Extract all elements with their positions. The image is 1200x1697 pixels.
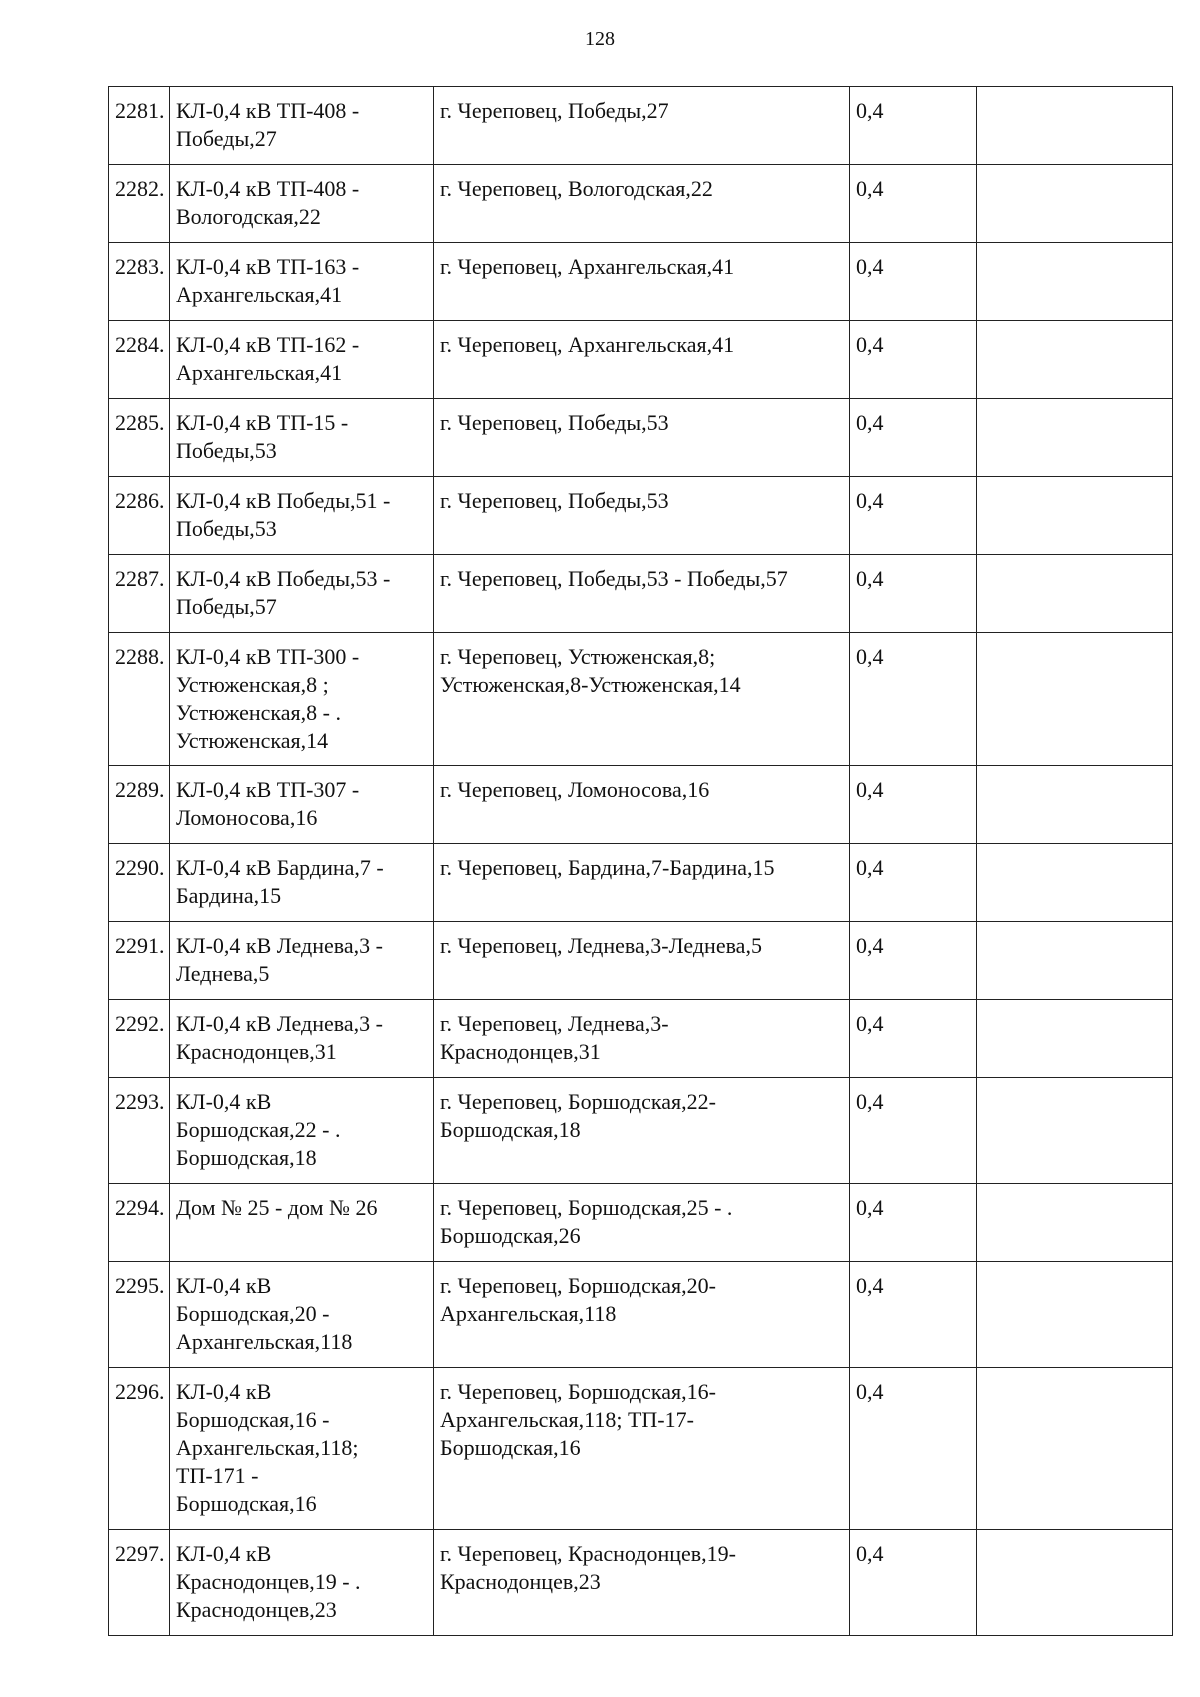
table-row	[109, 399, 1173, 477]
extra-cell	[977, 87, 1173, 165]
extra-cell	[977, 165, 1173, 243]
registry-table	[108, 86, 1173, 1636]
row-number: 2286.	[109, 477, 170, 555]
extra-cell	[977, 399, 1173, 477]
row-number: 2294.	[109, 1184, 170, 1262]
row-number: 2287.	[109, 555, 170, 633]
table-row	[109, 1000, 1173, 1078]
row-number: 2291.	[109, 922, 170, 1000]
line-name: КЛ-0,4 кВ ТП-408 - Победы,27	[170, 87, 434, 165]
line-voltage: 0,4	[850, 399, 977, 477]
row-number: 2295.	[109, 1262, 170, 1368]
line-voltage: 0,4	[850, 321, 977, 399]
row-number: 2292.	[109, 1000, 170, 1078]
extra-cell	[977, 1184, 1173, 1262]
line-name: КЛ-0,4 кВ Боршодская,16 - Архангельская,118; ТП-171 - Боршодская,16	[170, 1368, 434, 1530]
row-number: 2285.	[109, 399, 170, 477]
line-name: КЛ-0,4 кВ ТП-408 - Вологодская,22	[170, 165, 434, 243]
line-name: КЛ-0,4 кВ Бардина,7 - Бардина,15	[170, 844, 434, 922]
line-voltage: 0,4	[850, 1000, 977, 1078]
line-address: г. Череповец, Вологодская,22	[434, 165, 850, 243]
page-number: 128	[585, 28, 615, 50]
extra-cell	[977, 922, 1173, 1000]
line-name: КЛ-0,4 кВ Боршодская,20 - Архангельская,118	[170, 1262, 434, 1368]
line-name: КЛ-0,4 кВ Леднева,3 - Краснодонцев,31	[170, 1000, 434, 1078]
table-row	[109, 766, 1173, 844]
line-name: КЛ-0,4 кВ Краснодонцев,19 - . Краснодонцев,23	[170, 1530, 434, 1636]
extra-cell	[977, 243, 1173, 321]
table-row	[109, 922, 1173, 1000]
line-voltage: 0,4	[850, 766, 977, 844]
line-address: г. Череповец, Боршодская,16- Архангельская,118; ТП-17- Боршодская,16	[434, 1368, 850, 1530]
extra-cell	[977, 1530, 1173, 1636]
row-number: 2290.	[109, 844, 170, 922]
line-name: КЛ-0,4 кВ ТП-163 - Архангельская,41	[170, 243, 434, 321]
table-row	[109, 633, 1173, 766]
line-name: КЛ-0,4 кВ ТП-162 - Архангельская,41	[170, 321, 434, 399]
line-address: г. Череповец, Бардина,7-Бардина,15	[434, 844, 850, 922]
row-number: 2283.	[109, 243, 170, 321]
line-voltage: 0,4	[850, 477, 977, 555]
line-name: КЛ-0,4 кВ Леднева,3 - Леднева,5	[170, 922, 434, 1000]
extra-cell	[977, 844, 1173, 922]
line-voltage: 0,4	[850, 1262, 977, 1368]
table-row	[109, 1530, 1173, 1636]
line-name: КЛ-0,4 кВ ТП-300 - Устюженская,8 ; Устюженская,8 - . Устюженская,14	[170, 633, 434, 766]
row-number: 2288.	[109, 633, 170, 766]
line-name: КЛ-0,4 кВ ТП-307 - Ломоносова,16	[170, 766, 434, 844]
line-address: г. Череповец, Победы,27	[434, 87, 850, 165]
line-address: г. Череповец, Победы,53 - Победы,57	[434, 555, 850, 633]
line-name: КЛ-0,4 кВ Победы,51 - Победы,53	[170, 477, 434, 555]
line-address: г. Череповец, Архангельская,41	[434, 321, 850, 399]
table-row	[109, 1262, 1173, 1368]
line-voltage: 0,4	[850, 844, 977, 922]
extra-cell	[977, 1368, 1173, 1530]
table-row	[109, 321, 1173, 399]
line-address: г. Череповец, Краснодонцев,19- Краснодонцев,23	[434, 1530, 850, 1636]
line-address: г. Череповец, Боршодская,22- Боршодская,18	[434, 1078, 850, 1184]
line-name: КЛ-0,4 кВ Боршодская,22 - . Боршодская,18	[170, 1078, 434, 1184]
row-number: 2296.	[109, 1368, 170, 1530]
extra-cell	[977, 766, 1173, 844]
row-number: 2281.	[109, 87, 170, 165]
line-voltage: 0,4	[850, 165, 977, 243]
table-row	[109, 87, 1173, 165]
line-voltage: 0,4	[850, 1530, 977, 1636]
table-row	[109, 1078, 1173, 1184]
table-row	[109, 1184, 1173, 1262]
line-voltage: 0,4	[850, 87, 977, 165]
extra-cell	[977, 477, 1173, 555]
row-number: 2282.	[109, 165, 170, 243]
row-number: 2284.	[109, 321, 170, 399]
table-row	[109, 555, 1173, 633]
table-row	[109, 844, 1173, 922]
table-row	[109, 165, 1173, 243]
table-row	[109, 477, 1173, 555]
line-address: г. Череповец, Леднева,3- Краснодонцев,31	[434, 1000, 850, 1078]
line-name: КЛ-0,4 кВ ТП-15 - Победы,53	[170, 399, 434, 477]
line-voltage: 0,4	[850, 555, 977, 633]
extra-cell	[977, 1262, 1173, 1368]
line-name: КЛ-0,4 кВ Победы,53 - Победы,57	[170, 555, 434, 633]
line-voltage: 0,4	[850, 1368, 977, 1530]
line-address: г. Череповец, Победы,53	[434, 477, 850, 555]
line-name: Дом № 25 - дом № 26	[170, 1184, 434, 1262]
line-address: г. Череповец, Боршодская,20- Архангельская,118	[434, 1262, 850, 1368]
line-address: г. Череповец, Леднева,3-Леднева,5	[434, 922, 850, 1000]
line-address: г. Череповец, Победы,53	[434, 399, 850, 477]
line-address: г. Череповец, Боршодская,25 - . Боршодская,26	[434, 1184, 850, 1262]
row-number: 2293.	[109, 1078, 170, 1184]
row-number: 2289.	[109, 766, 170, 844]
line-address: г. Череповец, Устюженская,8; Устюженская,8-Устюженская,14	[434, 633, 850, 766]
line-voltage: 0,4	[850, 1078, 977, 1184]
table-row	[109, 243, 1173, 321]
line-voltage: 0,4	[850, 633, 977, 766]
row-number: 2297.	[109, 1530, 170, 1636]
table-row	[109, 1368, 1173, 1530]
line-address: г. Череповец, Ломоносова,16	[434, 766, 850, 844]
line-voltage: 0,4	[850, 243, 977, 321]
extra-cell	[977, 1078, 1173, 1184]
extra-cell	[977, 555, 1173, 633]
line-voltage: 0,4	[850, 922, 977, 1000]
extra-cell	[977, 1000, 1173, 1078]
line-address: г. Череповец, Архангельская,41	[434, 243, 850, 321]
extra-cell	[977, 633, 1173, 766]
extra-cell	[977, 321, 1173, 399]
line-voltage: 0,4	[850, 1184, 977, 1262]
